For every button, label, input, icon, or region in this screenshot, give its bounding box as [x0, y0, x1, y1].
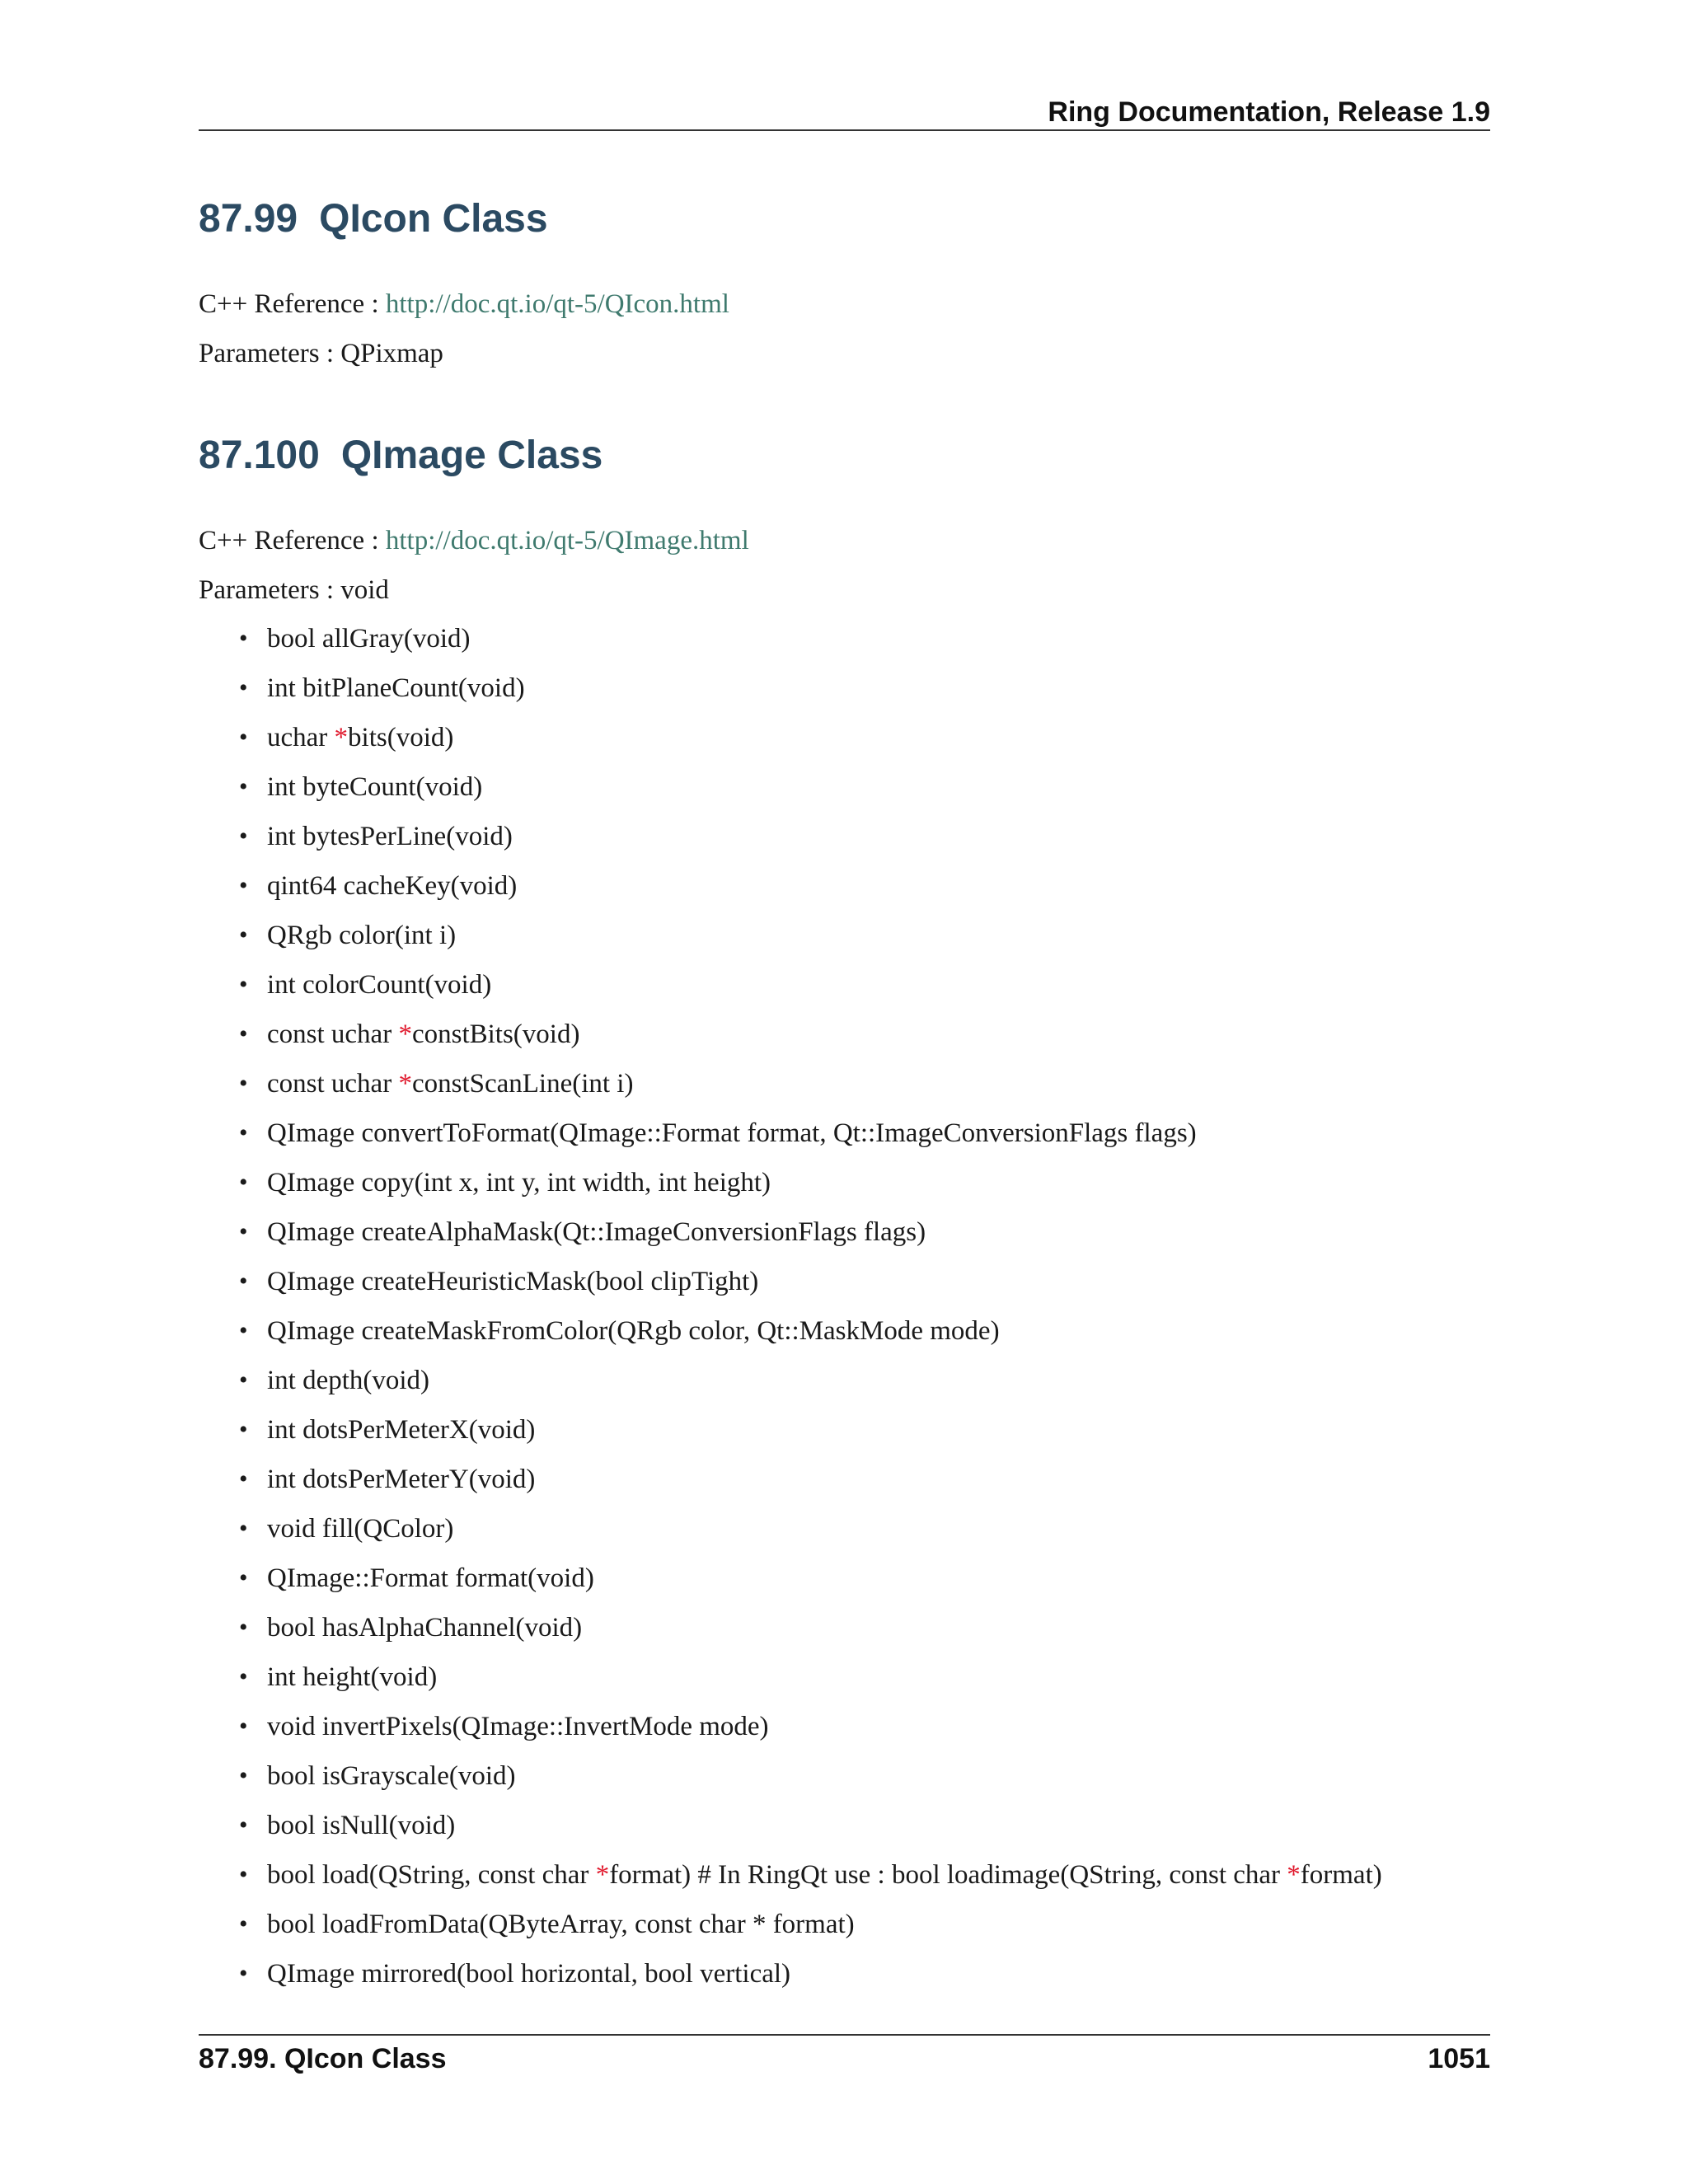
- method-signature: const uchar *constScanLine(int i): [267, 1069, 634, 1099]
- method-signature: QImage copy(int x, int y, int width, int height): [267, 1168, 771, 1197]
- pointer-star: *: [398, 1019, 412, 1049]
- method-signature: bool hasAlphaChannel(void): [267, 1613, 583, 1643]
- method-item: [239, 1755, 1382, 1805]
- bullet-icon: •: [239, 1416, 248, 1443]
- reference-link-qicon[interactable]: http://doc.qt.io/qt-5/QIcon.html: [385, 289, 729, 319]
- method-item: [239, 915, 1382, 964]
- bullet-icon: •: [239, 1614, 248, 1641]
- reference-label: C++ Reference :: [199, 289, 386, 319]
- method-signature: void invertPixels(QImage::InvertMode mode): [267, 1712, 769, 1741]
- method-signature: int depth(void): [267, 1366, 430, 1395]
- bullet-icon: •: [239, 1663, 248, 1690]
- footer-section: 87.99. QIcon Class: [199, 2043, 447, 2074]
- bullet-icon: •: [239, 1465, 248, 1493]
- method-item: [239, 1607, 1382, 1657]
- section-number: 87.99: [199, 197, 298, 241]
- method-signature: int dotsPerMeterY(void): [267, 1465, 536, 1494]
- bullet-icon: •: [239, 724, 248, 751]
- method-signature: bool loadFromData(QByteArray, const char * format): [267, 1910, 855, 1939]
- method-item: [239, 964, 1382, 1014]
- bullet-icon: •: [239, 1020, 248, 1047]
- bullet-icon: •: [239, 1713, 248, 1740]
- parameters-qimage: Parameters : void: [199, 575, 389, 605]
- method-signature: QRgb color(int i): [267, 921, 457, 950]
- bullet-icon: •: [239, 1564, 248, 1591]
- bullet-icon: •: [239, 1218, 248, 1245]
- method-item: [239, 1706, 1382, 1755]
- bullet-icon: •: [239, 1169, 248, 1196]
- parameters-qicon: Parameters : QPixmap: [199, 339, 443, 368]
- method-list: [239, 618, 1382, 2003]
- method-signature: qint64 cacheKey(void): [267, 871, 518, 901]
- bullet-icon: •: [239, 1515, 248, 1542]
- reference-label: C++ Reference :: [199, 526, 386, 555]
- bullet-icon: •: [239, 1960, 248, 1987]
- section-number: 87.100: [199, 434, 320, 477]
- method-signature: bool isNull(void): [267, 1811, 456, 1840]
- bullet-icon: •: [239, 625, 248, 652]
- method-signature: QImage mirrored(bool horizontal, bool vertical): [267, 1959, 791, 1989]
- bullet-icon: •: [239, 1070, 248, 1097]
- section-title: QIcon Class: [319, 197, 548, 241]
- section-title: QImage Class: [340, 434, 603, 477]
- method-item: [239, 1657, 1382, 1706]
- method-item: [239, 1063, 1382, 1113]
- method-signature: int bitPlaneCount(void): [267, 673, 525, 703]
- method-item: [239, 717, 1382, 766]
- bullet-icon: •: [239, 872, 248, 899]
- method-item: [239, 1310, 1382, 1360]
- method-item: [239, 1162, 1382, 1212]
- method-item: [239, 1360, 1382, 1409]
- running-footer: [199, 2036, 1490, 2082]
- bullet-icon: •: [239, 1119, 248, 1146]
- pointer-star: *: [1287, 1860, 1301, 1890]
- bullet-icon: •: [239, 823, 248, 850]
- method-signature: bool isGrayscale(void): [267, 1761, 516, 1791]
- method-item: [239, 865, 1382, 915]
- pointer-star: *: [595, 1860, 610, 1890]
- bullet-icon: •: [239, 1762, 248, 1789]
- method-item: [239, 1014, 1382, 1063]
- method-item: [239, 1854, 1382, 1904]
- cpp-reference-qimage: [199, 520, 749, 561]
- method-signature: QImage createMaskFromColor(QRgb color, Qt::MaskMode mode): [267, 1316, 1000, 1346]
- pointer-star: *: [334, 723, 349, 752]
- bullet-icon: •: [239, 1366, 248, 1394]
- method-item: [239, 1113, 1382, 1162]
- bullet-icon: •: [239, 971, 248, 998]
- method-signature: bool allGray(void): [267, 624, 471, 654]
- method-item: [239, 668, 1382, 717]
- bullet-icon: •: [239, 1910, 248, 1938]
- bullet-icon: •: [239, 1317, 248, 1344]
- bullet-icon: •: [239, 1268, 248, 1295]
- method-signature: QImage convertToFormat(QImage::Format format, Qt::ImageConversionFlags flags): [267, 1118, 1197, 1148]
- method-signature: int byteCount(void): [267, 772, 483, 802]
- method-item: [239, 1459, 1382, 1508]
- pointer-star: *: [398, 1069, 412, 1099]
- bullet-icon: •: [239, 1811, 248, 1839]
- reference-link-qimage[interactable]: http://doc.qt.io/qt-5/QImage.html: [385, 526, 749, 555]
- section-heading-qicon: [199, 190, 548, 248]
- method-signature: const uchar *constBits(void): [267, 1019, 580, 1049]
- method-item: [239, 1558, 1382, 1607]
- method-item: [239, 766, 1382, 816]
- page-number: 1051: [1428, 2043, 1490, 2074]
- method-item: [239, 1508, 1382, 1558]
- method-item: [239, 816, 1382, 865]
- method-signature: int dotsPerMeterX(void): [267, 1415, 536, 1445]
- method-signature: uchar *bits(void): [267, 723, 454, 752]
- method-signature: QImage createAlphaMask(Qt::ImageConversionFlags flags): [267, 1217, 926, 1247]
- bullet-icon: •: [239, 773, 248, 800]
- method-item: [239, 1261, 1382, 1310]
- method-item: [239, 1805, 1382, 1854]
- method-item: [239, 618, 1382, 668]
- method-signature: QImage::Format format(void): [267, 1563, 594, 1593]
- method-signature: void fill(QColor): [267, 1514, 454, 1544]
- bullet-icon: •: [239, 921, 248, 949]
- bullet-icon: •: [239, 1861, 248, 1888]
- method-signature: bool load(QString, const char *format) # In RingQt use : bool loadimage(QString, const char *format): [267, 1860, 1382, 1890]
- method-item: [239, 1212, 1382, 1261]
- method-item: [239, 1904, 1382, 1953]
- section-heading-qimage: [199, 427, 603, 485]
- running-header: Ring Documentation, Release 1.9: [1048, 96, 1490, 128]
- method-item: [239, 1409, 1382, 1459]
- cpp-reference-qicon: [199, 284, 729, 325]
- method-item: [239, 1953, 1382, 2003]
- bullet-icon: •: [239, 674, 248, 701]
- method-signature: int bytesPerLine(void): [267, 822, 513, 851]
- method-signature: int height(void): [267, 1662, 438, 1692]
- method-signature: int colorCount(void): [267, 970, 492, 1000]
- method-signature: QImage createHeuristicMask(bool clipTight): [267, 1267, 759, 1296]
- header-rule: [199, 129, 1490, 131]
